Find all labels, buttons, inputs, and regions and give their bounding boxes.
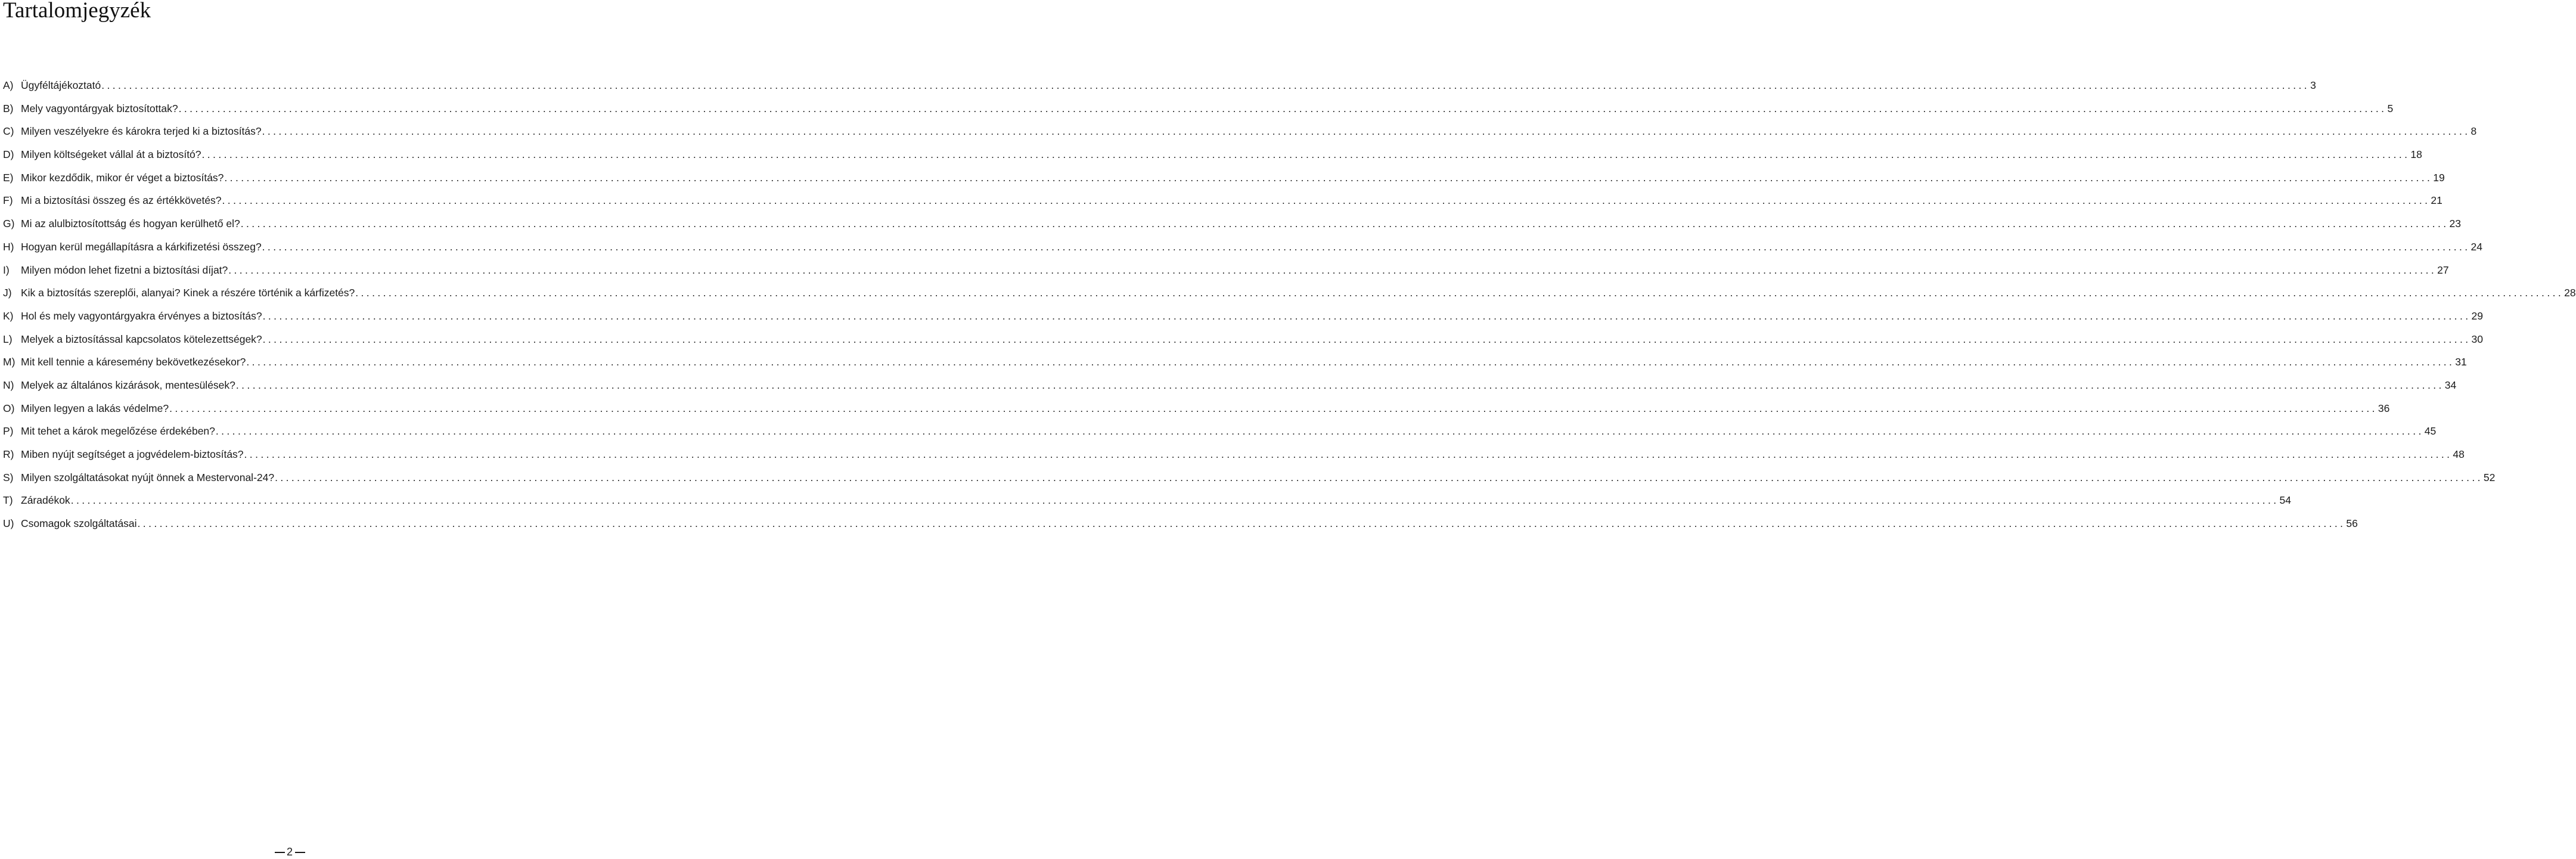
toc-entry-letter: B) bbox=[3, 102, 14, 114]
toc-entry-letter: M) bbox=[3, 356, 15, 368]
toc-entry-letter: T) bbox=[3, 494, 13, 507]
toc-entry-title: Melyek az általános kizárások, mentesülések? bbox=[21, 379, 235, 391]
toc-entry-title: Milyen veszélyekre és károkra terjed ki a biztosítás? bbox=[21, 125, 262, 138]
toc-entry-letter: E) bbox=[3, 171, 14, 184]
toc-dot-leader: ................................................................................................................................................................................................................................................................................................................................................................................................................ bbox=[246, 356, 2455, 368]
toc-entry-title: Ügyféltájékoztató bbox=[21, 79, 101, 91]
toc-dot-leader: ................................................................................................................................................................................................................................................................................................................................................................................................................ bbox=[355, 287, 2564, 299]
toc-entry-page-number: 18 bbox=[2410, 148, 2422, 161]
toc-entry[interactable] bbox=[3, 374, 2457, 397]
toc-entry-title: Hogyan kerül megállapításra a kárkifizetési összeg? bbox=[21, 240, 262, 253]
toc-entry-title: Mit kell tennie a káresemény bekövetkezésekor? bbox=[21, 356, 246, 368]
toc-entry-title: Mikor kezdődik, mikor ér véget a biztosítás? bbox=[21, 171, 224, 184]
toc-entry-page-number: 48 bbox=[2453, 448, 2465, 460]
toc-entry[interactable] bbox=[3, 443, 2465, 466]
toc-entry-page-number: 21 bbox=[2431, 194, 2442, 207]
toc-dot-leader: ................................................................................................................................................................................................................................................................................................................................................................................................................ bbox=[101, 79, 2310, 91]
footer-dash-right bbox=[295, 852, 305, 853]
toc-entry[interactable] bbox=[3, 97, 2394, 120]
toc-dot-leader: ................................................................................................................................................................................................................................................................................................................................................................................................................ bbox=[262, 240, 2471, 253]
toc-entry-page-number: 23 bbox=[2449, 218, 2462, 230]
toc-entry-title: Melyek a biztosítással kapcsolatos kötelezettségek? bbox=[21, 333, 262, 345]
toc-entry-letter: P) bbox=[3, 425, 14, 438]
toc-entry-page-number: 52 bbox=[2483, 471, 2496, 483]
toc-entry-page-number: 29 bbox=[2471, 309, 2483, 322]
toc-dot-leader: ................................................................................................................................................................................................................................................................................................................................................................................................................ bbox=[178, 102, 2387, 114]
toc-entry-title: Milyen költségeket vállal át a biztosító? bbox=[21, 148, 201, 161]
toc-entry[interactable] bbox=[3, 466, 2496, 489]
toc-entry[interactable] bbox=[3, 74, 2316, 97]
toc-entry[interactable] bbox=[3, 166, 2445, 190]
toc-entry[interactable] bbox=[3, 489, 2291, 512]
toc-entry-letter: I) bbox=[3, 263, 10, 276]
toc-entry-letter: O) bbox=[3, 402, 15, 414]
toc-entry-title: Hol és mely vagyontárgyakra érvényes a biztosítás? bbox=[21, 309, 262, 322]
toc-entry[interactable] bbox=[3, 259, 2449, 282]
toc-entry[interactable] bbox=[3, 397, 2390, 420]
toc-entry[interactable] bbox=[3, 512, 2358, 535]
toc-entry[interactable] bbox=[3, 351, 2467, 374]
toc-entry-title: Mit tehet a károk megelőzése érdekében? bbox=[21, 425, 215, 438]
table-of-contents bbox=[3, 74, 2576, 535]
toc-dot-leader: ................................................................................................................................................................................................................................................................................................................................................................................................................ bbox=[244, 448, 2453, 460]
toc-entry-page-number: 28 bbox=[2564, 287, 2576, 299]
toc-entry-page-number: 54 bbox=[2279, 494, 2291, 507]
page-title: Tartalomjegyzék bbox=[3, 0, 151, 23]
toc-entry-letter: A) bbox=[3, 79, 14, 91]
toc-entry-page-number: 27 bbox=[2437, 263, 2449, 276]
footer-dash-left bbox=[275, 852, 285, 853]
toc-entry-title: Kik a biztosítás szereplői, alanyai? Kinek a részére történik a kárfizetés? bbox=[21, 287, 355, 299]
toc-entry[interactable] bbox=[3, 120, 2477, 143]
toc-entry-title: Mi az alulbiztosítottság és hogyan kerülhető el? bbox=[21, 218, 240, 230]
toc-dot-leader: ................................................................................................................................................................................................................................................................................................................................................................................................................ bbox=[240, 218, 2449, 230]
toc-entry-letter: H) bbox=[3, 240, 14, 253]
toc-entry-letter: L) bbox=[3, 333, 13, 345]
toc-entry-title: Miben nyújt segítséget a jogvédelem-biztosítás? bbox=[21, 448, 244, 460]
toc-entry-page-number: 3 bbox=[2310, 79, 2316, 91]
toc-dot-leader: ................................................................................................................................................................................................................................................................................................................................................................................................................ bbox=[235, 379, 2444, 391]
toc-dot-leader: ................................................................................................................................................................................................................................................................................................................................................................................................................ bbox=[137, 517, 2346, 530]
toc-entry-title: Milyen szolgáltatásokat nyújt önnek a Mestervonal-24? bbox=[21, 471, 275, 483]
toc-entry-title: Csomagok szolgáltatásai bbox=[21, 517, 137, 530]
toc-dot-leader: ................................................................................................................................................................................................................................................................................................................................................................................................................ bbox=[70, 494, 2279, 507]
toc-dot-leader: ................................................................................................................................................................................................................................................................................................................................................................................................................ bbox=[275, 471, 2483, 483]
toc-entry-title: Mely vagyontárgyak biztosítottak? bbox=[21, 102, 178, 114]
toc-entry[interactable] bbox=[3, 235, 2482, 259]
toc-dot-leader: ................................................................................................................................................................................................................................................................................................................................................................................................................ bbox=[228, 263, 2437, 276]
toc-entry-title: Milyen legyen a lakás védelme? bbox=[21, 402, 169, 414]
toc-entry-letter: D) bbox=[3, 148, 14, 161]
toc-entry-page-number: 5 bbox=[2387, 102, 2394, 114]
toc-entry-page-number: 24 bbox=[2471, 240, 2482, 253]
toc-dot-leader: ................................................................................................................................................................................................................................................................................................................................................................................................................ bbox=[201, 148, 2410, 161]
toc-entry[interactable] bbox=[3, 305, 2483, 328]
toc-entry[interactable] bbox=[3, 212, 2462, 235]
toc-entry-letter: C) bbox=[3, 125, 14, 138]
toc-entry-letter: J) bbox=[3, 287, 12, 299]
toc-entry-page-number: 34 bbox=[2444, 379, 2457, 391]
toc-entry[interactable] bbox=[3, 143, 2422, 166]
toc-dot-leader: ................................................................................................................................................................................................................................................................................................................................................................................................................ bbox=[262, 333, 2471, 345]
toc-entry-page-number: 45 bbox=[2424, 425, 2437, 438]
toc-dot-leader: ................................................................................................................................................................................................................................................................................................................................................................................................................ bbox=[169, 402, 2378, 414]
toc-entry[interactable] bbox=[3, 420, 2437, 443]
toc-entry-letter: G) bbox=[3, 218, 15, 230]
toc-dot-leader: ................................................................................................................................................................................................................................................................................................................................................................................................................ bbox=[215, 425, 2424, 438]
toc-entry-page-number: 19 bbox=[2433, 171, 2445, 184]
toc-entry-title: Milyen módon lehet fizetni a biztosítási díjat? bbox=[21, 263, 228, 276]
toc-entry-letter: S) bbox=[3, 471, 14, 483]
toc-dot-leader: ................................................................................................................................................................................................................................................................................................................................................................................................................ bbox=[224, 171, 2433, 184]
toc-entry[interactable] bbox=[3, 189, 2442, 212]
toc-dot-leader: ................................................................................................................................................................................................................................................................................................................................................................................................................ bbox=[262, 309, 2471, 322]
toc-entry-letter: R) bbox=[3, 448, 14, 460]
toc-entry-letter: F) bbox=[3, 194, 13, 207]
toc-entry[interactable] bbox=[3, 281, 2576, 305]
toc-entry-page-number: 30 bbox=[2471, 333, 2483, 345]
toc-entry-page-number: 56 bbox=[2346, 517, 2358, 530]
toc-entry-letter: N) bbox=[3, 379, 14, 391]
toc-entry-title: Mi a biztosítási összeg és az értékkövetés? bbox=[21, 194, 222, 207]
toc-entry-letter: K) bbox=[3, 309, 14, 322]
toc-entry[interactable] bbox=[3, 328, 2483, 351]
page-footer bbox=[0, 844, 572, 858]
toc-dot-leader: ................................................................................................................................................................................................................................................................................................................................................................................................................ bbox=[262, 125, 2471, 138]
toc-entry-page-number: 36 bbox=[2378, 402, 2390, 414]
toc-entry-letter: U) bbox=[3, 517, 14, 530]
toc-entry-title: Záradékok bbox=[21, 494, 70, 507]
toc-entry-page-number: 8 bbox=[2471, 125, 2477, 138]
toc-dot-leader: ................................................................................................................................................................................................................................................................................................................................................................................................................ bbox=[222, 194, 2431, 207]
page-number: 2 bbox=[286, 846, 293, 858]
toc-entry-page-number: 31 bbox=[2455, 356, 2467, 368]
